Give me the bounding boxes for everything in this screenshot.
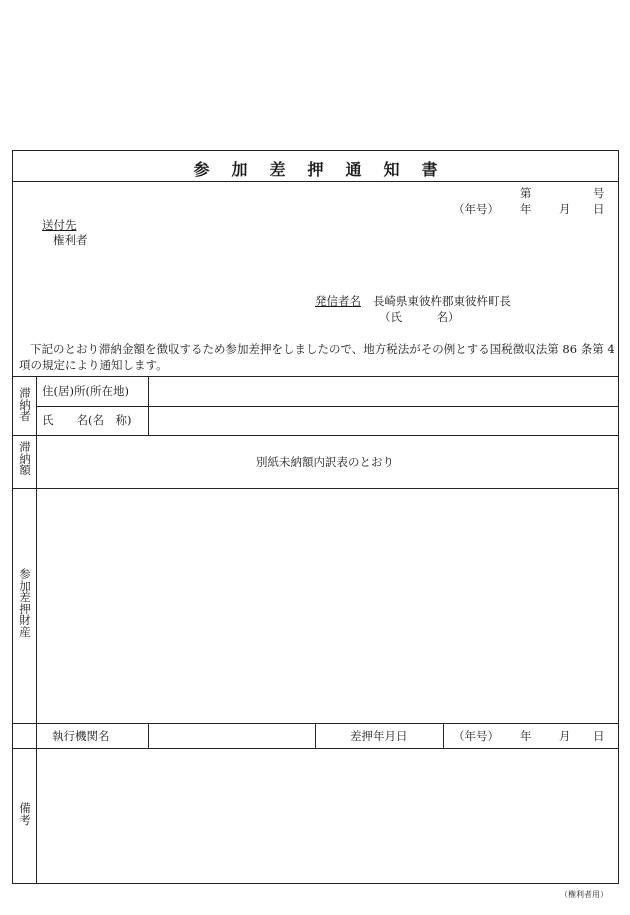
seizure-day: 日 [593,729,605,743]
date-year: 年 [520,202,532,216]
property-label: 参加差押財産 [19,567,31,639]
recipient-name: 権利者 [53,233,88,247]
taino-gaku-label: 滞納額 [19,440,31,477]
recipient-label: 送付先 [42,218,77,232]
seizure-month: 月 [559,729,571,743]
remarks-label: 備考 [19,801,31,827]
name-label: 氏 名(名 称) [42,413,132,427]
divider [13,435,618,436]
divider [13,181,618,182]
address-label: 住(居)所(所在地) [42,384,129,398]
notice-form [12,150,619,884]
sender-value: 長崎県東彼杵郡東彼杵町長 [373,294,511,308]
date-month: 月 [559,202,571,216]
copy-label: （権利者用） [560,890,608,899]
divider [13,488,618,489]
number-dai: 第 [520,186,532,200]
taino-sha-label: 滞納者 [19,386,31,423]
divider [36,406,618,407]
divider [13,748,618,749]
date-day: 日 [593,202,605,216]
sender-label: 発信者名 [315,294,361,308]
taino-gaku-value: 別紙未納額内訳表のとおり [256,455,394,469]
notice-body: 下記のとおり滞納金額を徴収するため参加差押をしましたので、地方税法がその例とする国税徴収法第 86 条第 4 項の規定により通知します。 [19,342,615,372]
divider [13,376,618,377]
label-column-divider [36,748,37,884]
column-divider [148,723,149,748]
document-title: 参加差押通知書 [193,160,460,179]
seizure-year: 年 [520,729,532,743]
seizure-nengo: （年号） [453,729,499,743]
sender-shimei: （氏 名） [379,310,460,324]
column-divider [443,723,444,748]
agency-label: 執行機関名 [52,729,110,743]
number-go: 号 [593,186,605,200]
seizure-date-label: 差押年月日 [350,729,408,743]
column-divider [315,723,316,748]
date-nengo: （年号） [453,202,499,216]
